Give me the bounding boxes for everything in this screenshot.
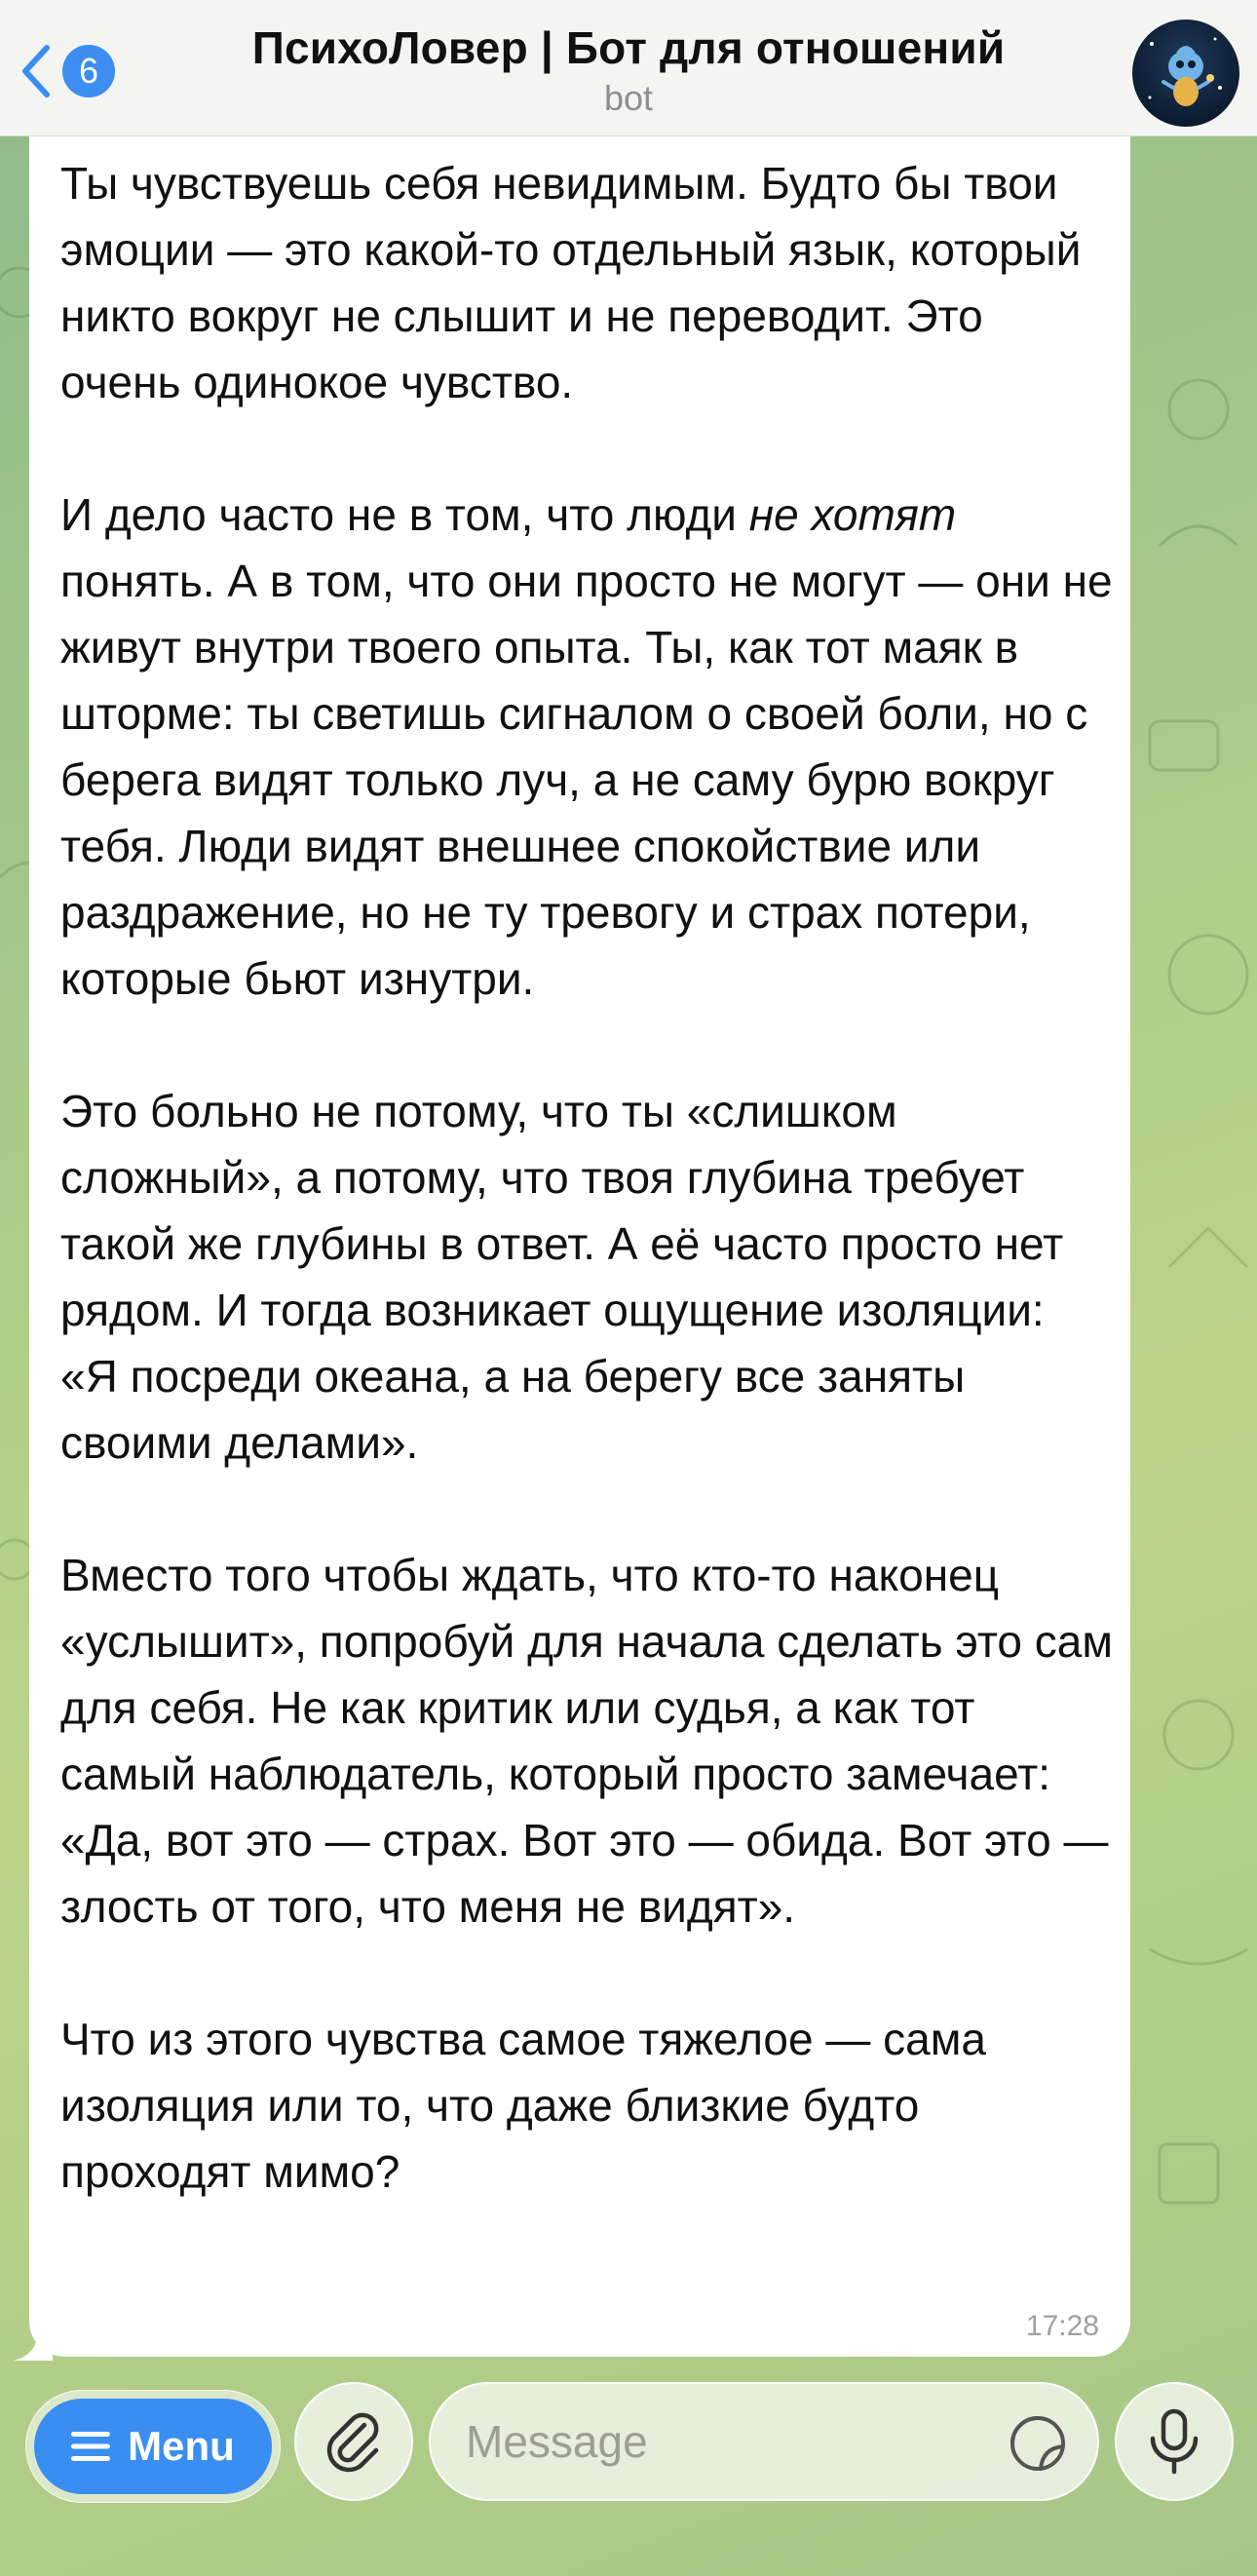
message-time: 17:28 xyxy=(1025,2310,1099,2342)
avatar-image xyxy=(1132,19,1239,127)
message-paragraph: Вместо того чтобы ждать, что кто-то наконец «услышит», попробуй для начала сделать это сам для себя. Не как критик или судья, а как тот самый наблюдатель, который просто замечает: «Да, вот это — страх. Вот это — обида. Вот это — злость от того, что меня не видят». xyxy=(60,1550,1113,1932)
emphasis-text: не хотят xyxy=(748,489,957,540)
back-button[interactable] xyxy=(18,37,134,105)
message-field[interactable] xyxy=(429,2382,1099,2501)
paperclip-icon xyxy=(322,2409,386,2474)
menu-label: Menu xyxy=(128,2423,235,2469)
menu-button[interactable] xyxy=(25,2390,281,2503)
menu-button-inner xyxy=(34,2399,272,2494)
incoming-message-bubble[interactable] xyxy=(29,136,1130,2357)
message-text xyxy=(60,150,1113,2205)
chat-header xyxy=(0,0,1257,136)
sticker-icon[interactable] xyxy=(1008,2413,1068,2474)
chat-title: ПсихоЛовер | Бот для отношений xyxy=(251,22,1006,73)
unread-count-badge: 6 xyxy=(62,45,115,97)
message-input[interactable] xyxy=(466,2415,972,2468)
message-paragraph: Ты чувствуешь себя невидимым. Будто бы твои эмоции — это какой-то отдельный язык, который никто вокруг не слышит и не переводит. Это очень одинокое чувство. xyxy=(60,158,1082,407)
bubble-tail xyxy=(14,2337,53,2361)
chat-title-block[interactable] xyxy=(195,21,1062,119)
microphone-icon xyxy=(1147,2407,1201,2476)
message-paragraph: Что из этого чувства самое тяжелое — сама изоляция или то, что даже близкие будто проходят мимо? xyxy=(60,2014,986,2197)
hamburger-icon xyxy=(71,2430,110,2463)
attach-button[interactable] xyxy=(294,2382,413,2501)
bot-avatar[interactable] xyxy=(1132,19,1239,127)
chevron-left-icon xyxy=(18,42,57,100)
composer-bar xyxy=(0,2359,1257,2576)
message-paragraph: Это больно не потому, что ты «слишком сложный», а потому, что твоя глубина требует такой же глубины в ответ. А её часто просто нет рядом. И тогда возникает ощущение изоляции: «Я посреди океана, а на берегу все заняты своими делами». xyxy=(60,1086,1064,1468)
chat-subtitle: bot xyxy=(603,78,654,118)
message-paragraph: И дело часто не в том, что люди не хотят понять. А в том, что они просто не могут — они не живут внутри твоего опыта. Ты, как тот маяк в шторме: ты светишь сигналом о своей боли, но с берега видят только луч, а не саму бурю вокруг тебя. Люди видят внешнее спокойствие или раздражение, но не ту тревогу и страх потери, которые бьют изнутри. xyxy=(60,489,1113,1004)
microphone-button[interactable] xyxy=(1115,2382,1234,2501)
